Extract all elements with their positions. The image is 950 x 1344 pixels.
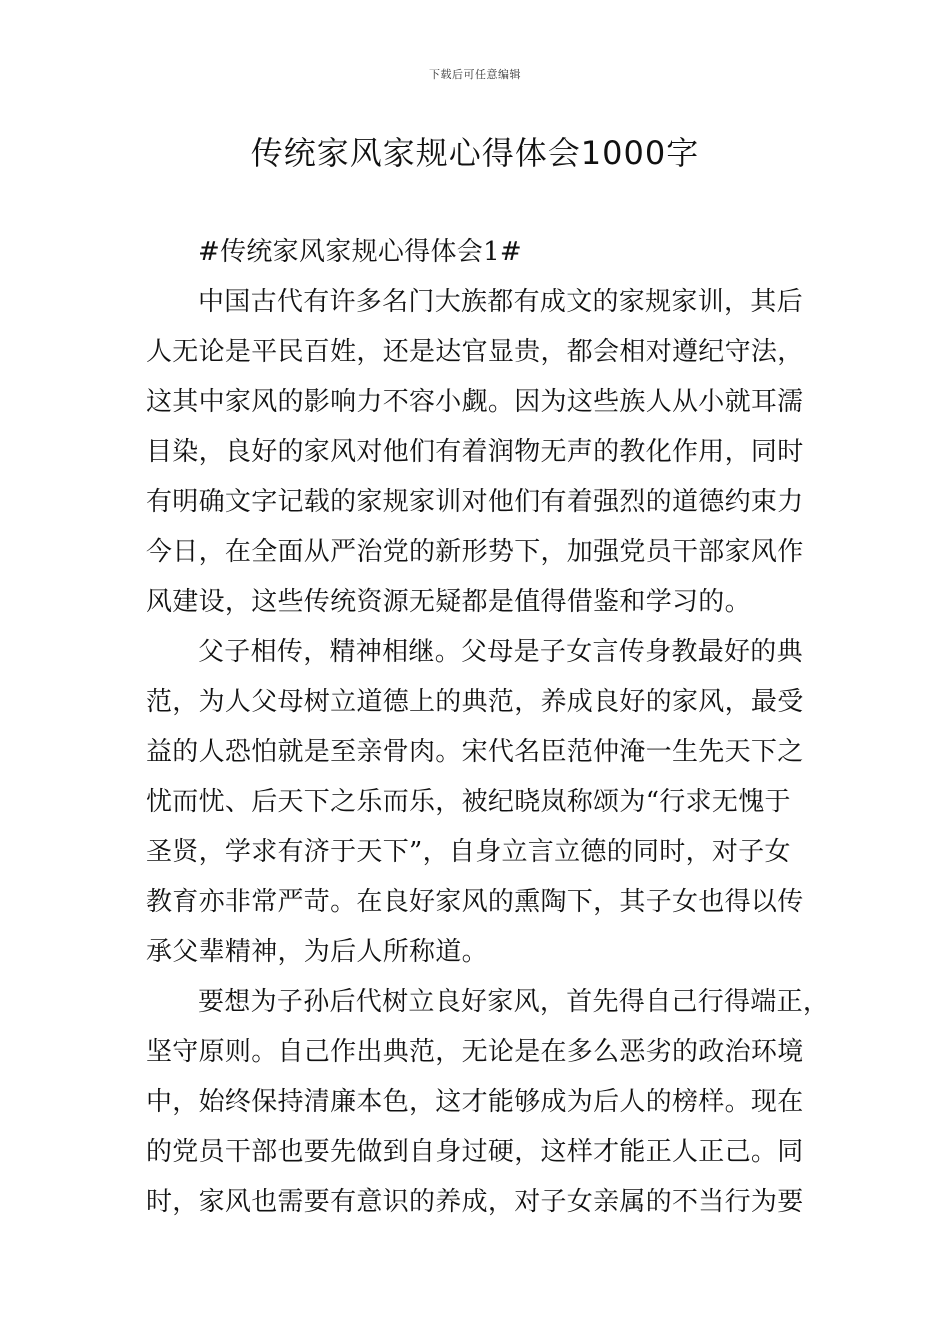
text-line: 人无论是平民百姓，还是达官显贵，都会相对遵纪守法， [146,337,804,367]
document-body [146,227,830,1227]
text-line: 父子相传，精神相继。父母是子女言传身教最好的典 [198,637,803,667]
text-line: 要想为子孙后代树立良好家风，首先得自己行得端正， [198,987,830,1017]
text-line: 今日，在全面从严治党的新形势下，加强党员干部家风作 [146,537,804,567]
text-line: 中，始终保持清廉本色，这才能够成为后人的榜样。现在 [146,1087,804,1117]
text-line: 益的人恐怕就是至亲骨肉。宋代名臣范仲淹一生先天下之 [146,737,804,767]
text-line: 有明确文字记载的家规家训对他们有着强烈的道德约束力 [146,487,804,517]
text-line: 坚守原则。自己作出典范，无论是在多么恶劣的政治环境 [146,1037,804,1067]
text-line: 这其中家风的影响力不容小觑。因为这些族人从小就耳濡 [146,387,804,417]
text-line: #传统家风家规心得体会1# [198,237,523,267]
text-line: 目染，良好的家风对他们有着润物无声的教化作用，同时 [146,437,804,467]
text-line: 承父辈精神，为后人所称道。 [146,937,488,967]
text-line: 风建设，这些传统资源无疑都是值得借鉴和学习的。 [146,587,751,617]
document-title: 传统家风家规心得体会1000字 [250,134,700,172]
text-line: 的党员干部也要先做到自身过硬，这样才能正人正己。同 [146,1137,804,1167]
header-note: 下载后可任意编辑 [429,68,521,81]
text-line: 教育亦非常严苛。在良好家风的熏陶下，其子女也得以传 [146,887,804,917]
text-line: 忧而忧、后天下之乐而乐，被纪晓岚称颂为“行求无愧于 [146,787,791,817]
text-line: 圣贤，学求有济于天下”，自身立言立德的同时，对子女 [146,837,791,867]
text-line: 时，家风也需要有意识的养成，对子女亲属的不当行为要 [146,1187,804,1217]
text-line: 范，为人父母树立道德上的典范，养成良好的家风，最受 [146,687,804,717]
text-line: 中国古代有许多名门大族都有成文的家规家训，其后 [198,287,803,317]
